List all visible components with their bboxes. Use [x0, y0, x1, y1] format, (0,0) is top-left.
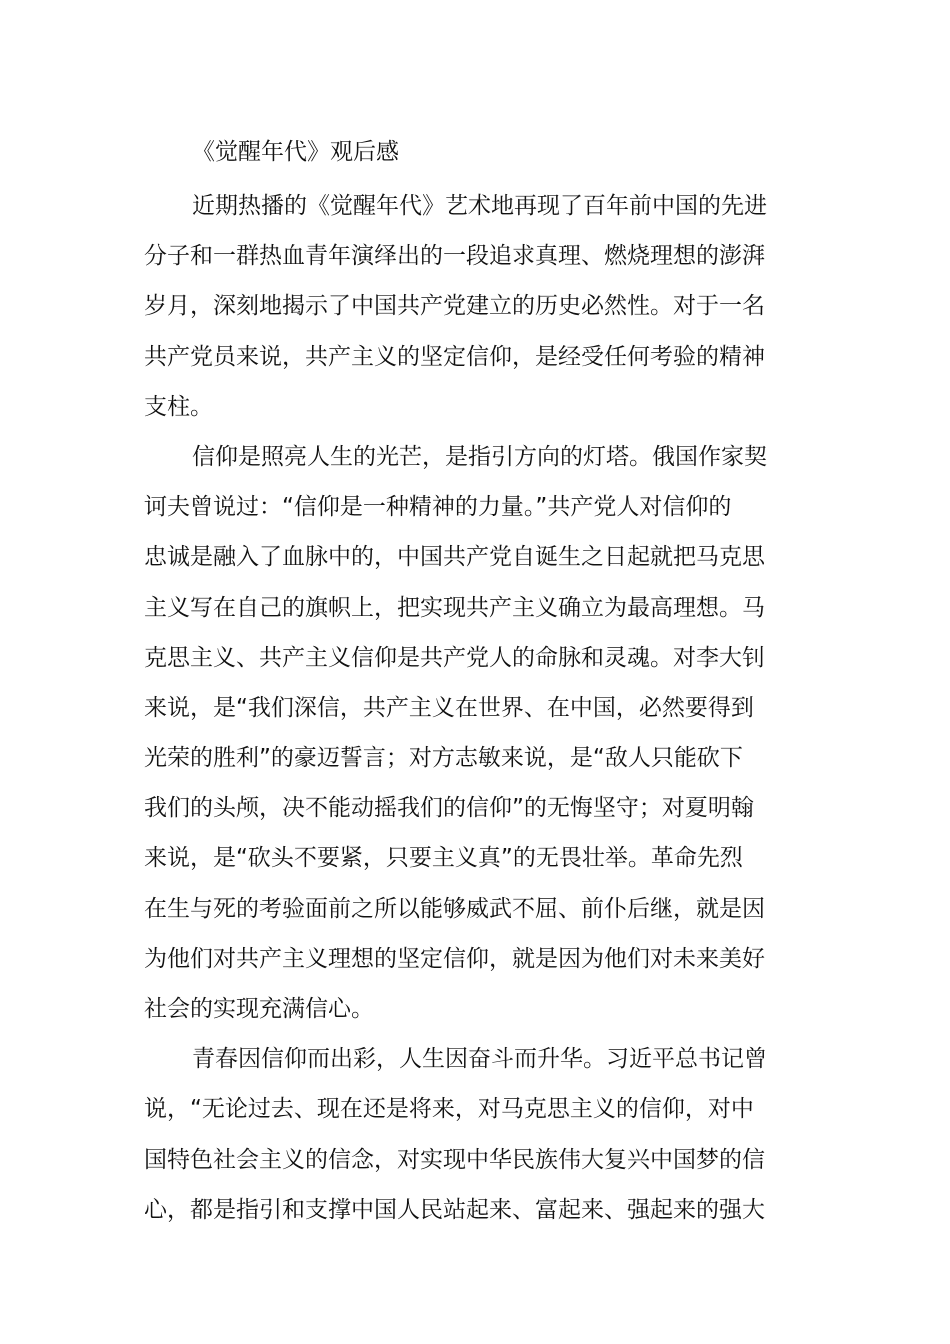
text-line: 光荣的胜利”的豪迈誓言；对方志敏来说，是“敌人只能砍下 — [144, 745, 743, 772]
text-line: 支柱。 — [144, 393, 213, 420]
text-line: 心，都是指引和支撑中国人民站起来、富起来、强起来的强大 — [144, 1196, 765, 1223]
text-line: 主义写在自己的旗帜上，把实现共产主义确立为最高理想。马 — [144, 594, 765, 621]
text-line: 来说，是“我们深信，共产主义在世界、在中国，必然要得到 — [144, 694, 754, 721]
text-line: 克思主义、共产主义信仰是共产党人的命脉和灵魂。对李大钊 — [144, 644, 765, 671]
text-line: 我们的头颅，决不能动摇我们的信仰”的无悔坚守；对夏明翰 — [144, 795, 754, 822]
text-line: 在生与死的考验面前之所以能够威武不屈、前仆后继，就是因 — [144, 895, 765, 922]
text-line: 近期热播的《觉醒年代》艺术地再现了百年前中国的先进 — [192, 193, 767, 219]
text-line: 共产党员来说，共产主义的坚定信仰，是经受任何考验的精神 — [144, 343, 765, 370]
document-body — [144, 181, 808, 1235]
text-line: 分子和一群热血青年演绎出的一段追求真理、燃烧理想的澎湃 — [144, 243, 765, 270]
text-line: 说，“无论过去、现在还是将来，对马克思主义的信仰，对中 — [144, 1096, 754, 1123]
text-line: 诃夫曾说过：“信仰是一种精神的力量。”共产党人对信仰的 — [144, 494, 732, 521]
text-line: 信仰是照亮人生的光芒，是指引方向的灯塔。俄国作家契 — [192, 443, 767, 470]
paragraph-1 — [144, 181, 808, 432]
text-line: 忠诚是融入了血脉中的，中国共产党自诞生之日起就把马克思 — [144, 544, 765, 571]
text-line: 岁月，深刻地揭示了中国共产党建立的历史必然性。对于一名 — [144, 293, 765, 320]
document-title: 《觉醒年代》观后感 — [192, 139, 399, 165]
paragraph-2 — [144, 432, 808, 1034]
text-line: 为他们对共产主义理想的坚定信仰，就是因为他们对未来美好 — [144, 945, 765, 972]
text-line: 来说，是“砍头不要紧，只要主义真”的无畏壮举。革命先烈 — [144, 845, 743, 872]
text-line: 社会的实现充满信心。 — [144, 996, 374, 1022]
paragraph-3 — [144, 1034, 808, 1235]
text-line: 青春因信仰而出彩，人生因奋斗而升华。习近平总书记曾 — [192, 1046, 767, 1073]
text-line: 国特色社会主义的信念，对实现中华民族伟大复兴中国梦的信 — [144, 1146, 765, 1173]
